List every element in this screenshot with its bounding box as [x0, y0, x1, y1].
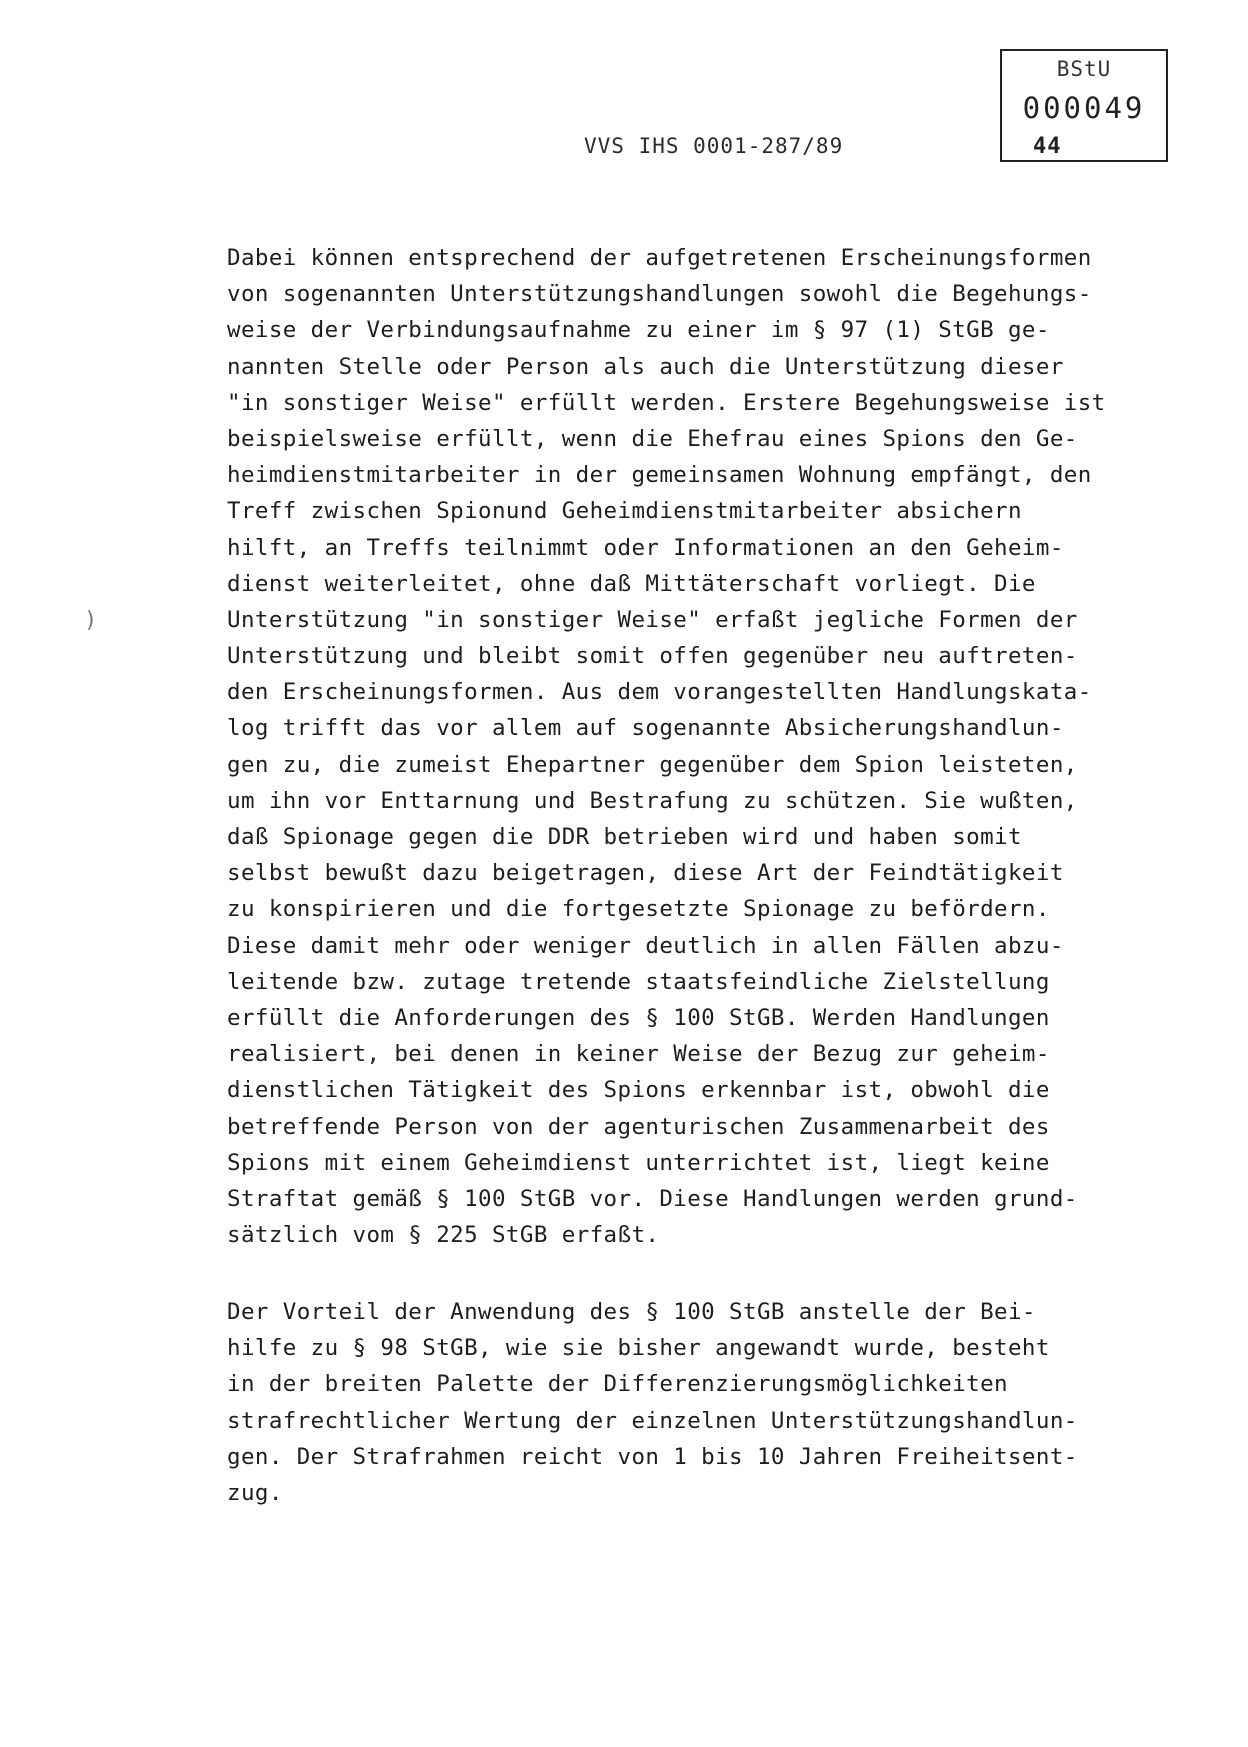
text-line: betreffende Person von der agenturischen Zusammenarbeit des: [227, 1113, 1050, 1140]
stamp-title: BStU: [1056, 57, 1112, 81]
text-line: heimdienstmitarbeiter in der gemeinsamen Wohnung empfängt, den: [227, 462, 1092, 489]
text-line: hilfe zu § 98 StGB, wie sie bisher angewandt wurde, besteht: [227, 1335, 1050, 1362]
text-line: hilft, an Treffs teilnimmt oder Informationen an den Geheim-: [227, 534, 1064, 561]
text-line: weise der Verbindungsaufnahme zu einer im § 97 (1) StGB ge-: [227, 317, 1050, 344]
archive-stamp: [1000, 49, 1168, 162]
text-line: Dabei können entsprechend der aufgetretenen Erscheinungsformen: [227, 245, 1092, 271]
text-line: Spions mit einem Geheimdienst unterrichtet ist, liegt keine: [227, 1149, 1050, 1176]
body-paragraph-2: [227, 1294, 1157, 1511]
document-reference: VVS IHS 0001-287/89: [584, 134, 844, 158]
text-line: gen zu, die zumeist Ehepartner gegenüber dem Spion leisteten,: [227, 751, 1078, 778]
text-line: Unterstützung und bleibt somit offen gegenüber neu auftreten-: [227, 643, 1078, 670]
body-paragraph-1: [227, 240, 1157, 1253]
text-line: erfüllt die Anforderungen des § 100 StGB. Werden Handlungen: [227, 1004, 1050, 1031]
text-line: Unterstützung "in sonstiger Weise" erfaßt jegliche Formen der: [227, 606, 1078, 633]
text-line: zug.: [227, 1479, 283, 1506]
text-line: um ihn vor Enttarnung und Bestrafung zu schützen. Sie wußten,: [227, 787, 1078, 814]
text-line: gen. Der Strafrahmen reicht von 1 bis 10 Jahren Freiheitsent-: [227, 1443, 1078, 1470]
text-line: selbst bewußt dazu beigetragen, diese Art der Feindtätigkeit: [227, 860, 1064, 887]
text-line: strafrechtlicher Wertung der einzelnen Unterstützungshandlun-: [227, 1407, 1078, 1434]
text-line: sätzlich vom § 225 StGB erfaßt.: [227, 1222, 660, 1249]
text-line: zu konspirieren und die fortgesetzte Spionage zu befördern.: [227, 896, 1050, 923]
text-line: Straftat gemäß § 100 StGB vor. Diese Handlungen werden grund-: [227, 1185, 1078, 1212]
text-line: "in sonstiger Weise" erfüllt werden. Erstere Begehungsweise ist: [227, 389, 1106, 416]
text-line: realisiert, bei denen in keiner Weise der Bezug zur geheim-: [227, 1041, 1050, 1068]
text-line: leitende bzw. zutage tretende staatsfeindliche Zielstellung: [227, 968, 1050, 995]
text-line: Treff zwischen Spionund Geheimdienstmitarbeiter absichern: [227, 498, 1022, 525]
text-line: beispielsweise erfüllt, wenn die Ehefrau eines Spions den Ge-: [227, 425, 1078, 452]
text-line: in der breiten Palette der Differenzierungsmöglichkeiten: [227, 1371, 1008, 1398]
text-line: dienstlichen Tätigkeit des Spions erkennbar ist, obwohl die: [227, 1077, 1050, 1104]
text-line: den Erscheinungsformen. Aus dem vorangestellten Handlungskata-: [227, 679, 1092, 706]
stamp-number: 000049: [1022, 91, 1146, 125]
margin-mark: ): [84, 608, 98, 633]
text-line: von sogenannten Unterstützungshandlungen sowohl die Begehungs-: [227, 281, 1092, 308]
text-line: Der Vorteil der Anwendung des § 100 StGB anstelle der Bei-: [227, 1299, 1036, 1325]
text-line: dienst weiterleitet, ohne daß Mittäterschaft vorliegt. Die: [227, 570, 1036, 597]
page-number: 44: [1033, 134, 1062, 159]
text-line: log trifft das vor allem auf sogenannte Absicherungshandlun-: [227, 715, 1064, 742]
text-line: daß Spionage gegen die DDR betrieben wird und haben somit: [227, 824, 1022, 850]
text-line: nannten Stelle oder Person als auch die Unterstützung dieser: [227, 353, 1064, 380]
text-line: Diese damit mehr oder weniger deutlich in allen Fällen abzu-: [227, 932, 1064, 959]
